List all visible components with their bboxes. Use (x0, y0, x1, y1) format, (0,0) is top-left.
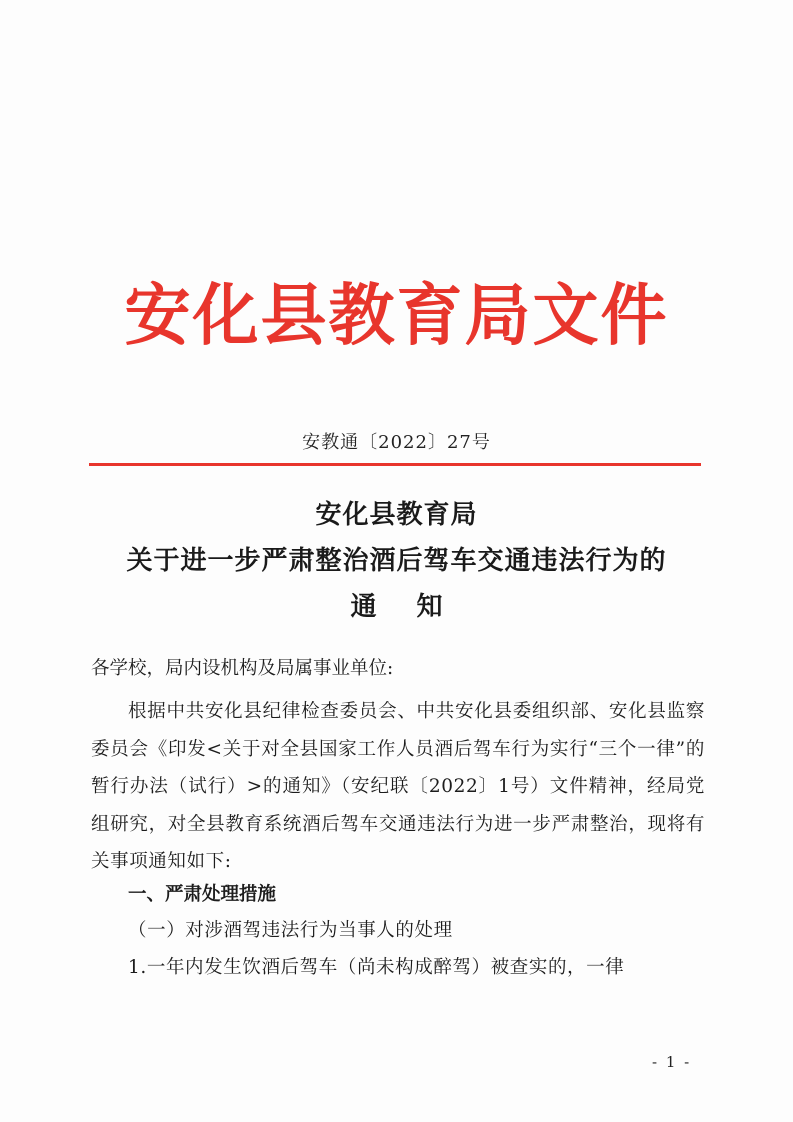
document-number: 安教通〔2022〕27号 (302, 432, 491, 453)
title-line-1: 安化县教育局 (315, 500, 478, 530)
subsection-1-heading: （一）对涉酒驾违法行为当事人的处理 (128, 920, 453, 941)
title-line-2: 关于进一步严肃整治酒后驾车交通违法行为的 (126, 546, 667, 576)
salutation: 各学校，局内设机构及局属事业单位: (91, 658, 394, 679)
body-paragraph-1: 根据中共安化县纪律检查委员会、中共安化县委组织部、安化县监察委员会《印发<关于对全县国家工作人员酒后驾车行为实行“三个一律”的暂行办法（试行）>的通知》（安纪联〔2022〕1号）文件精神，经局党组研究，对全县教育系统酒后驾车交通违法行为进一步严肃整治，现将有关事项通知如下: (91, 701, 705, 872)
section-1-heading: 一、严肃处理措施 (128, 884, 277, 905)
title-line-3: 通知 (350, 592, 483, 622)
page-number: - 1 - (652, 1053, 692, 1071)
notice-title (0, 492, 793, 630)
item-1-text: 1.一年内发生饮酒后驾车（尚未构成醉驾）被查实的，一律 (128, 957, 625, 978)
document-header-title: 安化县教育局文件 (124, 275, 669, 355)
header-red-divider (89, 463, 701, 466)
